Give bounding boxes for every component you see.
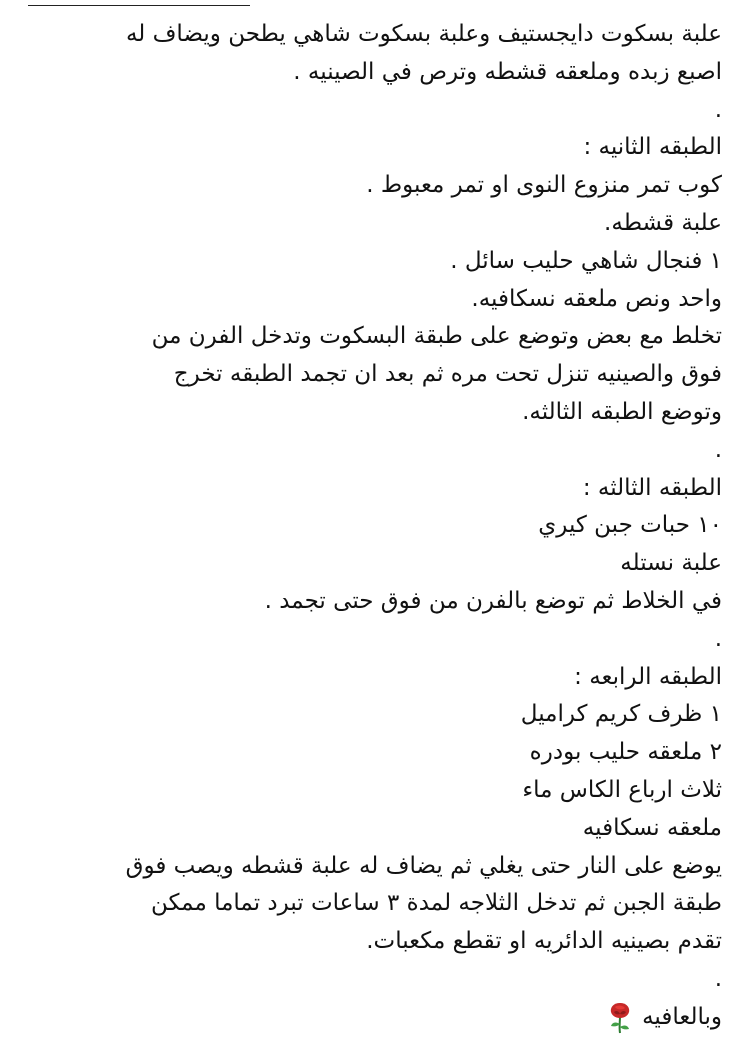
text-line: .: [714, 96, 722, 123]
instruction-line: وتوضع الطبقه الثالثه.: [522, 398, 722, 425]
ingredient-line: ثلاث ارباع الكاس ماء: [522, 776, 722, 803]
ingredient-line: ١٠ حبات جبن كيري: [538, 512, 722, 539]
ingredient-line: ١ فنجال شاهي حليب سائل .: [450, 247, 722, 274]
instruction-line: تقدم بصينيه الدائريه او تقطع مكعبات.: [366, 928, 722, 955]
top-divider: [28, 5, 250, 6]
ingredient-line: علبة نستله: [620, 550, 722, 577]
rose-icon: [605, 1000, 635, 1034]
ingredient-line: واحد ونص ملعقه نسكافيه.: [471, 285, 722, 312]
ingredient-line: كوب تمر منزوع النوى او تمر معبوط .: [366, 172, 722, 199]
instruction-line: تخلط مع بعض وتوضع على طبقة البسكوت وتدخل الفرن من: [151, 323, 722, 350]
closing-line: [28, 999, 722, 1037]
instruction-line: طبقة الجبن ثم تدخل الثلاجه لمدة ٣ ساعات تبرد تماما ممكن: [150, 890, 722, 917]
section-heading: الطبقه الثالثه :: [582, 474, 722, 501]
text-line: علبة بسكوت دايجستيف وعلبة بسكوت شاهي يطحن ويضاف له: [125, 21, 722, 47]
instruction-line: يوضع على النار حتى يغلي ثم يضاف له علبة قشطه ويصب فوق: [125, 852, 722, 879]
text-line: .: [714, 965, 722, 992]
ingredient-line: علبة قشطه.: [604, 209, 722, 236]
instruction-line: في الخلاط ثم توضع بالفرن من فوق حتى تجمد .: [264, 587, 722, 614]
section-heading: الطبقه الثانيه :: [583, 134, 722, 161]
ingredient-line: ١ ظرف كريم كراميل: [520, 701, 722, 728]
text-line: .: [714, 436, 722, 463]
recipe-text: [28, 16, 722, 1037]
text-line: اصبع زبده وملعقه قشطه وترص في الصينيه .: [293, 58, 722, 85]
ingredient-line: ٢ ملعقه حليب بودره: [529, 739, 722, 766]
closing-text: وبالعافيه: [642, 1003, 722, 1030]
ingredient-line: ملعقه نسكافيه: [582, 814, 722, 841]
text-line: .: [714, 625, 722, 652]
instruction-line: فوق والصينيه تنزل تحت مره ثم بعد ان تجمد الطبقه تخرج: [173, 361, 722, 388]
section-heading: الطبقه الرابعه :: [574, 663, 722, 690]
